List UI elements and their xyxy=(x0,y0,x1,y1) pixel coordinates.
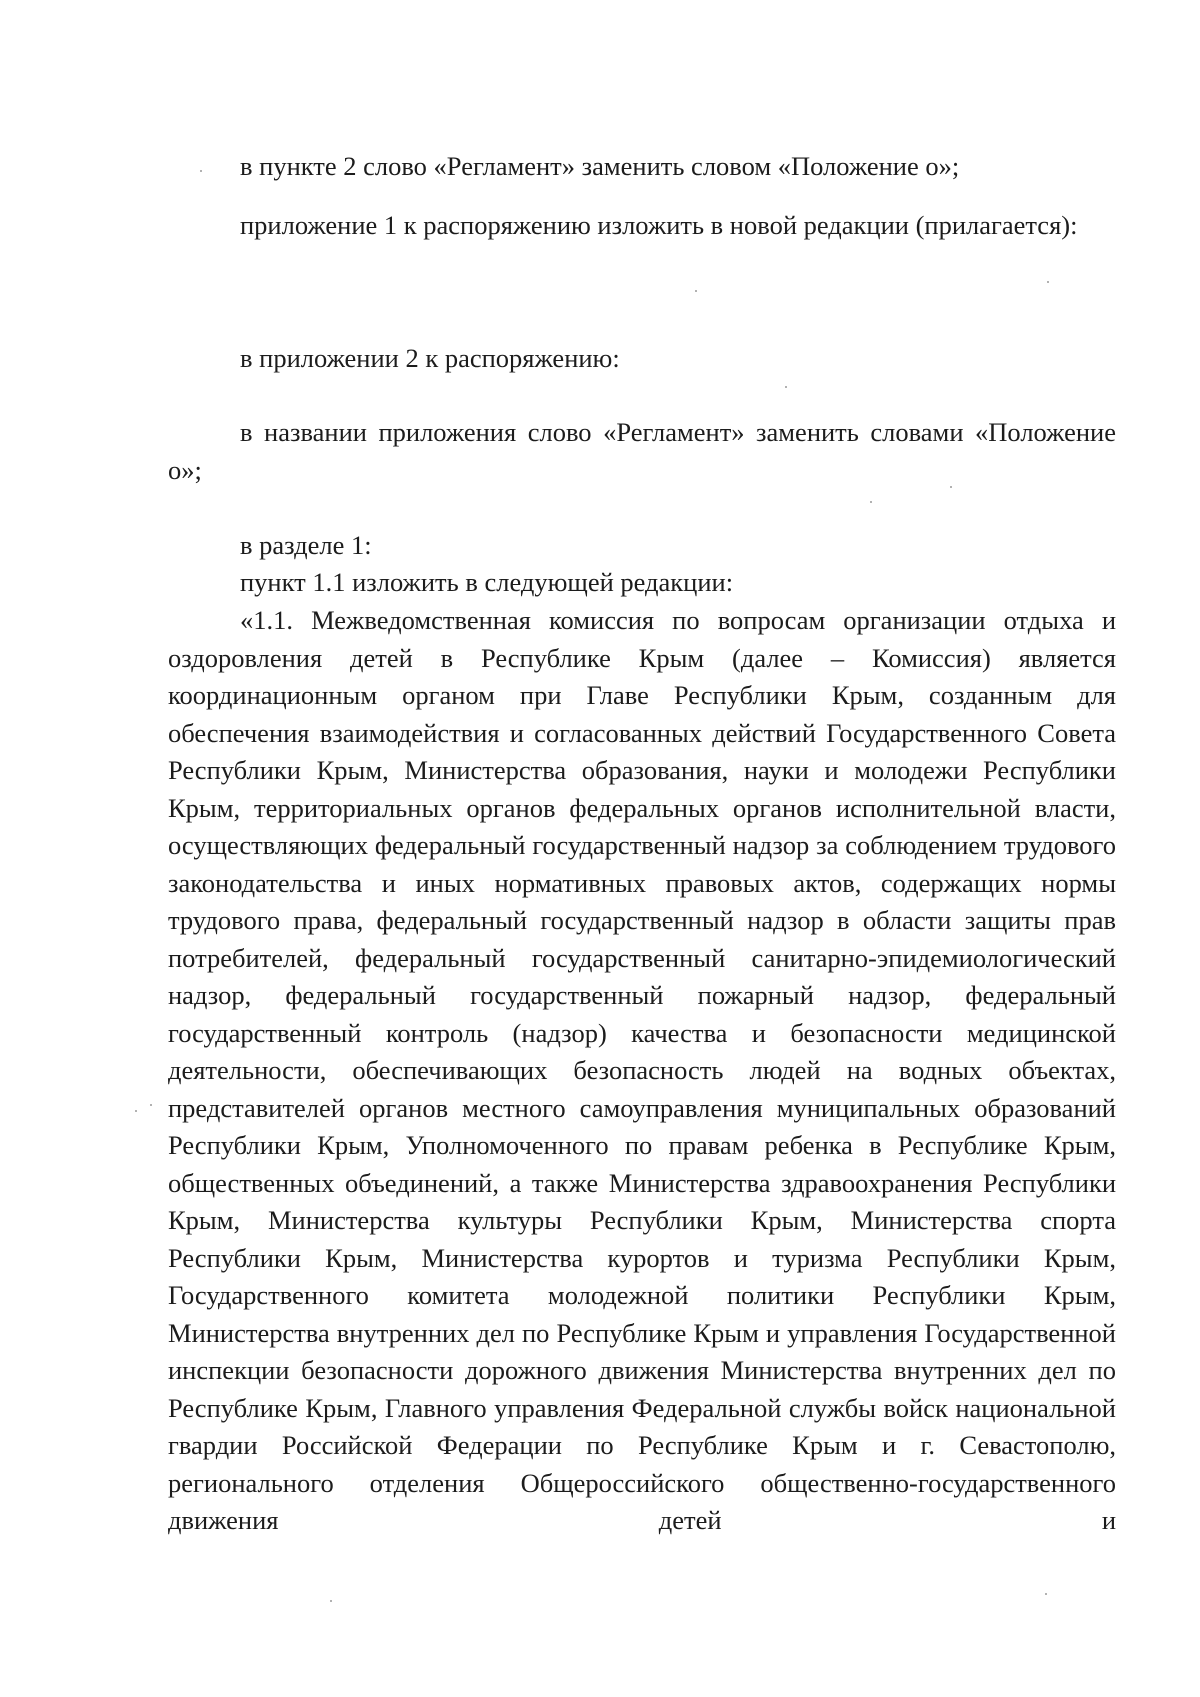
paragraph-appendix-1: приложение 1 к распоряжению изложить в новой редакции (прилагается): xyxy=(240,210,1078,240)
paragraph-clause-1-1-intro: пункт 1.1 изложить в следующей редакции: xyxy=(240,567,734,597)
scan-speck xyxy=(785,386,787,388)
scan-speck xyxy=(1045,1593,1047,1595)
paragraph-appendix-2: в приложении 2 к распоряжению: xyxy=(240,343,620,373)
scan-speck xyxy=(135,1110,137,1112)
paragraph-item-2: в пункте 2 слово «Регламент» заменить словом «Положение о»; xyxy=(240,151,960,181)
scan-speck xyxy=(695,290,697,292)
scan-speck xyxy=(1047,281,1049,283)
scan-speck xyxy=(200,170,202,172)
scan-speck xyxy=(150,1104,152,1106)
scan-speck xyxy=(330,1600,332,1602)
scan-speck xyxy=(950,486,952,488)
scan-speck xyxy=(870,501,872,503)
paragraph-title-change: в названии приложения слово «Регламент» заменить словами «Положение о»; xyxy=(168,417,1116,485)
paragraph-section-1: в разделе 1: xyxy=(240,530,372,560)
paragraph-clause-1-1-text: «1.1. Межведомственная комиссия по вопросам организации отдыха и оздоровления детей в Республике Крым (далее – Комиссия) является координационным органом при Главе Республики Крым, созданным для обеспечения взаимодействия и согласованных действий Государственного Совета Республики Крым, Министерства образования, науки и молодежи Республики Крым, территориальных органов федеральных органов исполнительной власти, осуществляющих федеральный государственный надзор за соблюдением трудового законодательства и иных нормативных правовых актов, содержащих нормы трудового права, федеральный государственный надзор в области защиты прав потребителей, федеральный государственный санитарно-эпидемиологический надзор, федеральный государственный пожарный надзор, федеральный государственный контроль (надзор) качества и безопасности медицинской деятельности, обеспечивающих безопасность людей на водных объектах, представителей органов местного самоуправления муниципальных образований Республики Крым, Уполномоченного по правам ребенка в Республике Крым, общественных объединений, а также Министерства здравоохранения Республики Крым, Министерства культуры Республики Крым, Министерства спорта Республики Крым, Министерства курортов и туризма Республики Крым, Государственного комитета молодежной политики Республики Крым, Министерства внутренних дел по Республике Крым и управления Государственной инспекции безопасности дорожного движения Министерства внутренних дел по Республике Крым, Главного управления Федеральной службы войск национальной гвардии Российской Федерации по Республике Крым и г. Севастополю, регионального отделения Общероссийского общественно-государственного движения детей и xyxy=(168,605,1116,1535)
